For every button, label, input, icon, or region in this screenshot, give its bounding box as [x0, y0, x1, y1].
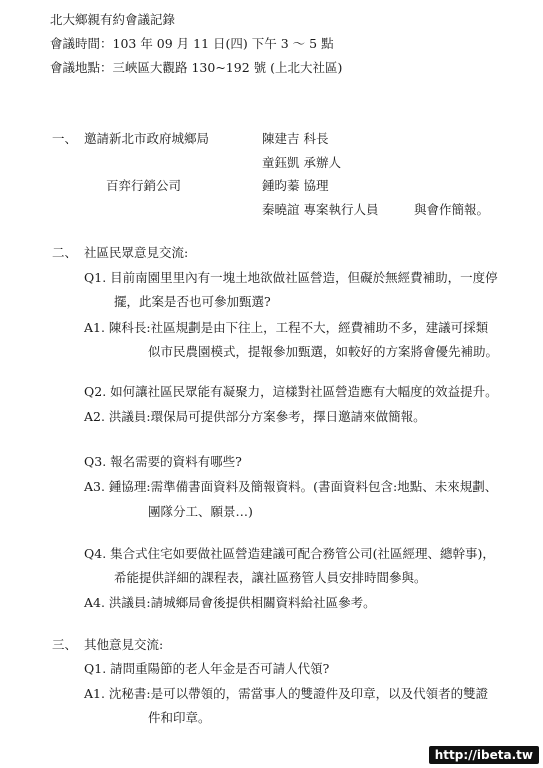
section-3-number: 三、 — [52, 637, 78, 652]
invite-org-city: 邀請新北市政府城鄉局 — [84, 131, 210, 146]
answer-5-line-1: A1. 沈秘書:是可以帶領的，需當事人的雙證件及印章，以及代領者的雙證 — [84, 686, 489, 701]
section-3-heading: 其他意見交流: — [84, 637, 164, 652]
attendee-3: 鍾昀蓁 協理 — [262, 178, 329, 193]
attendee-note: 與會作簡報。 — [414, 202, 490, 217]
answer-1-line-2: 似市民農園模式，提報參加甄選，如較好的方案將會優先補助。 — [148, 344, 499, 359]
answer-3-line-1: A3. 鍾協理:需準備書面資料及簡報資料。(書面資料包含:地點、未來規劃、 — [84, 479, 498, 494]
answer-5-line-2: 件和印章。 — [148, 710, 211, 725]
attendee-4: 秦曉誼 專案執行人員 — [262, 202, 379, 217]
attendee-2: 童鈺凱 承辦人 — [262, 155, 341, 170]
answer-4: A4. 洪議員:請城鄉局會後提供相關資料給社區參考。 — [84, 595, 376, 610]
question-2: Q2. 如何讓社區民眾能有凝聚力，這樣對社區營造應有大幅度的效益提升。 — [84, 384, 498, 399]
watermark: http://ibeta.tw — [429, 746, 539, 764]
question-4-line-2: 希能提供詳細的課程表，讓社區務管人員安排時間參與。 — [114, 570, 427, 585]
question-4-line-1: Q4. 集合式住宅如要做社區營造建議可配合務管公司(社區經理、總幹事)， — [84, 546, 495, 561]
answer-2: A2. 洪議員:環保局可提供部分方案參考，擇日邀請來做簡報。 — [84, 409, 426, 424]
attendee-1: 陳建吉 科長 — [262, 131, 329, 146]
section-2-heading: 社區民眾意見交流: — [84, 245, 189, 260]
meeting-time: 會議時間：103 年 09 月 11 日(四) 下午 3 ～ 5 點 — [50, 36, 334, 51]
question-1-line-2: 擺，此案是否也可參加甄選? — [114, 294, 271, 309]
answer-1-line-1: A1. 陳科長:社區規劃是由下往上，工程不大，經費補助不多，建議可採類 — [84, 320, 489, 335]
document-title: 北大鄉親有約會議記錄 — [50, 12, 176, 27]
invite-org-company: 百弈行銷公司 — [106, 178, 182, 193]
answer-3-line-2: 團隊分工、願景…) — [148, 504, 253, 519]
section-2-number: 二、 — [52, 245, 78, 260]
question-1-line-1: Q1. 目前南園里里內有一塊土地欲做社區營造，但礙於無經費補助，一度停 — [84, 270, 498, 285]
question-5: Q1. 請問重陽節的老人年金是否可請人代領? — [84, 661, 330, 676]
question-3: Q3. 報名需要的資料有哪些? — [84, 454, 242, 469]
meeting-place: 會議地點：三峽區大觀路 130~192 號 (上北大社區) — [50, 60, 343, 75]
section-1-number: 一、 — [52, 131, 78, 146]
